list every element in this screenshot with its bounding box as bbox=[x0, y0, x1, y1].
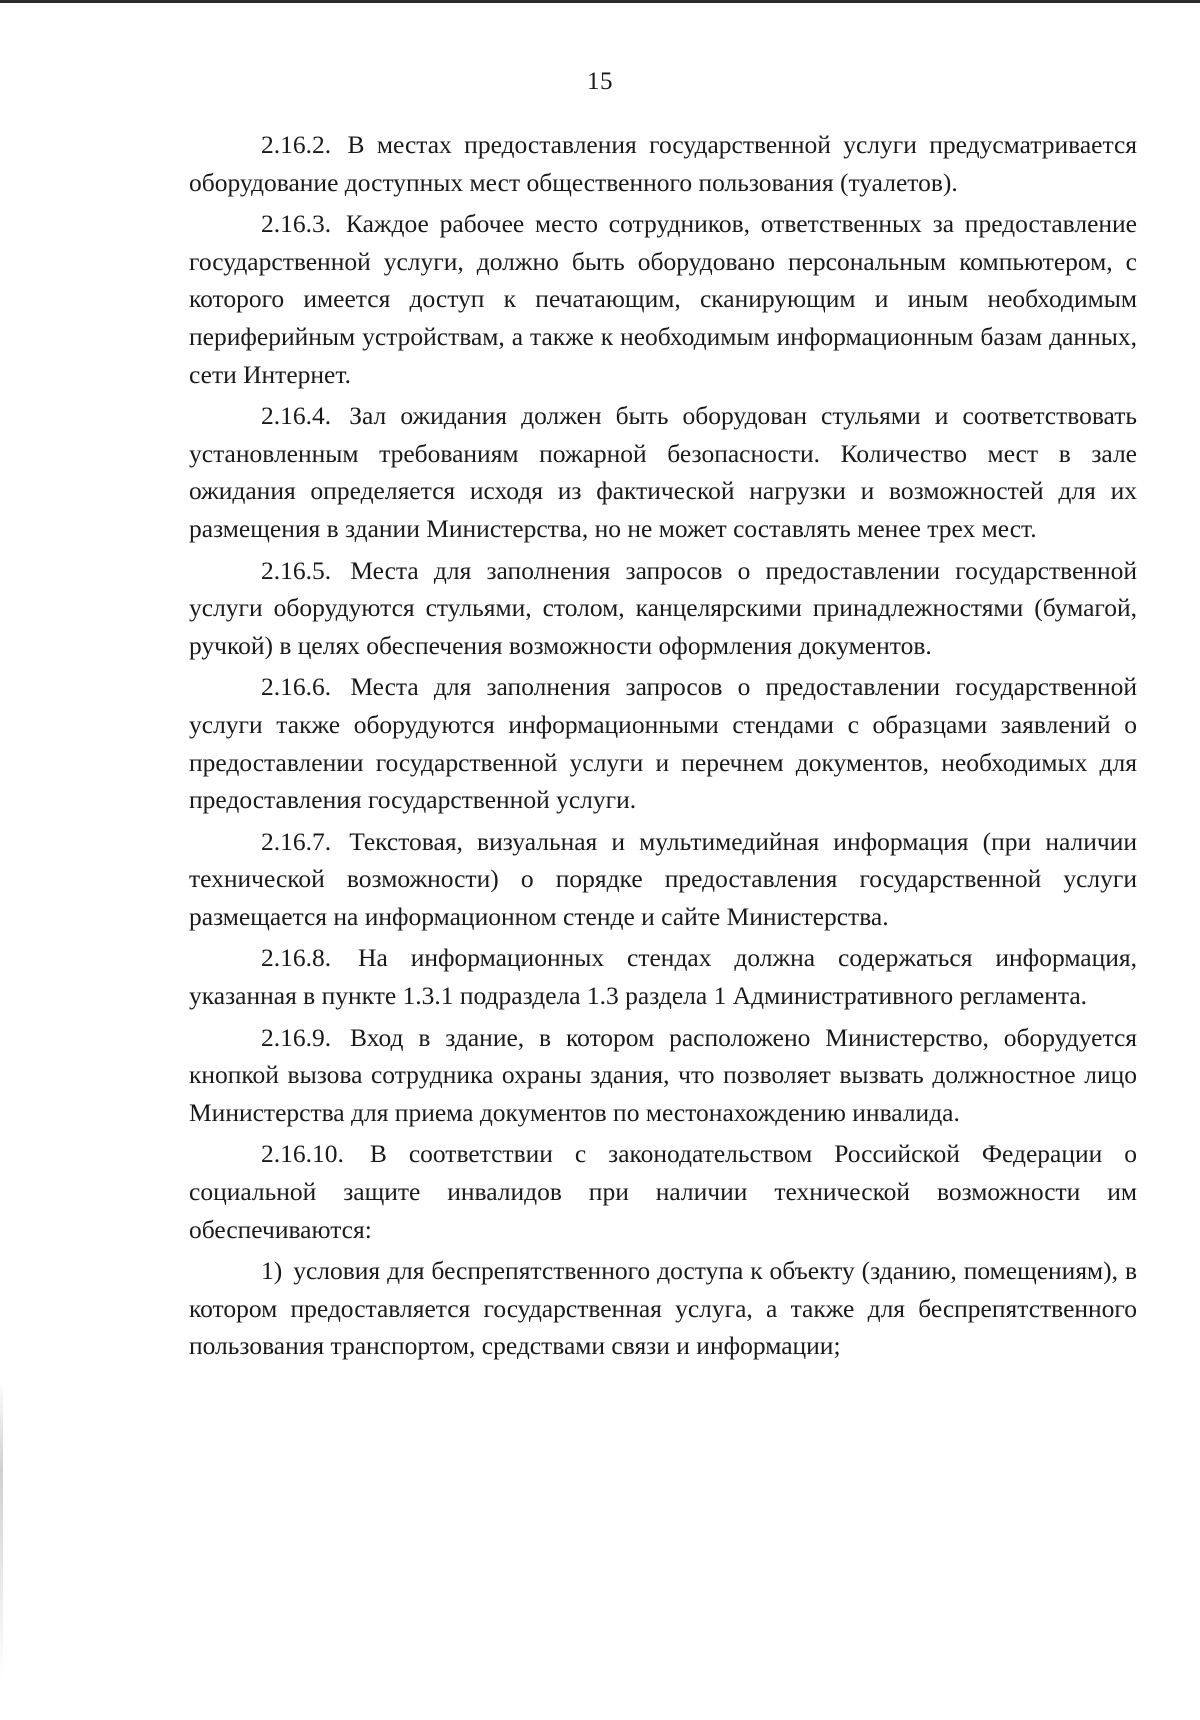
paragraph-text: Места для заполнения запросов о предоставлении государственной услуги оборудуются стульями, столом, канцелярскими принадлежностями (бумагой, ручкой) в целях обеспечения возможности оформления документов. bbox=[189, 555, 1137, 660]
paragraph-text: Текстовая, визуальная и мультимедийная информация (при наличии технической возможности) о порядке предоставления государственной услуги размещается на информационном стенде и сайте Министерства. bbox=[189, 826, 1137, 931]
paragraph-number: 2.16.7. bbox=[261, 826, 332, 856]
paragraph-number: 2.16.10. bbox=[261, 1139, 344, 1169]
paragraph-text: На информационных стендах должна содержаться информация, указанная в пункте 1.3.1 подраздела 1.3 раздела 1 Административного регламента. bbox=[189, 943, 1137, 1011]
document-body bbox=[189, 126, 1137, 1369]
paragraph-number: 2.16.2. bbox=[261, 130, 332, 159]
page-number: 15 bbox=[587, 68, 613, 95]
paragraph-2-16-8 bbox=[189, 939, 1137, 1014]
paragraph-2-16-9 bbox=[189, 1019, 1137, 1132]
paragraph-text: Каждое рабочее место сотрудников, ответственных за предоставление государственной услуги, должно быть оборудовано персональным компьютером, с которого имеется доступ к печатающим, сканирующим и иным необходимым периферийным устройствам, а также к необходимым информационным базам данных, сети Интернет. bbox=[189, 209, 1137, 389]
paragraph-number: 2.16.5. bbox=[261, 555, 332, 585]
paragraph-number: 2.16.8. bbox=[261, 943, 332, 973]
paragraph-2-16-7 bbox=[189, 823, 1137, 936]
paragraph-number: 2.16.3. bbox=[261, 209, 332, 239]
paragraph-2-16-2 bbox=[189, 126, 1137, 201]
list-item-text: условия для беспрепятственного доступа к объекту (зданию, помещениям), в котором предоставляется государственная услуга, а также для беспрепятственного пользования транспортом, средствами связи и информации; bbox=[189, 1256, 1138, 1361]
top-border-rule bbox=[0, 0, 1200, 3]
scan-edge-mark bbox=[0, 1380, 3, 1680]
list-item-number: 1) bbox=[261, 1256, 283, 1286]
paragraph-2-16-6 bbox=[189, 668, 1137, 818]
paragraph-text: В местах предоставления государственной услуги предусматривается оборудование доступных мест общественного пользования (туалетов). bbox=[189, 130, 1137, 197]
paragraph-2-16-5 bbox=[189, 552, 1137, 665]
paragraph-number: 2.16.9. bbox=[261, 1022, 332, 1052]
paragraph-number: 2.16.4. bbox=[261, 401, 332, 431]
paragraph-text: Зал ожидания должен быть оборудован стульями и соответствовать установленным требованиям пожарной безопасности. Количество мест в зале ожидания определяется исходя из фактической нагрузки и возможностей для их размещения в здании Министерства, но не может составлять менее трех мест. bbox=[189, 401, 1137, 543]
paragraph-text: Места для заполнения запросов о предоставлении государственной услуги также оборудуются информационными стендами с образцами заявлений о предоставлении государственной услуги и перечнем документов, необходимых для предоставления государственной услуги. bbox=[189, 672, 1137, 815]
paragraph-text: Вход в здание, в котором расположено Министерство, оборудуется кнопкой вызова сотрудника охраны здания, что позволяет вызвать должностное лицо Министерства для приема документов по местонахождению инвалида. bbox=[189, 1022, 1137, 1127]
paragraph-2-16-4 bbox=[189, 397, 1137, 547]
paragraph-2-16-3 bbox=[189, 205, 1137, 393]
paragraph-number: 2.16.6. bbox=[261, 672, 332, 702]
list-item-1 bbox=[189, 1252, 1137, 1365]
paragraph-2-16-10 bbox=[189, 1135, 1137, 1248]
paragraph-text: В соответствии с законодательством Российской Федерации о социальной защите инвалидов при наличии технической возможности им обеспечиваются: bbox=[189, 1139, 1137, 1244]
